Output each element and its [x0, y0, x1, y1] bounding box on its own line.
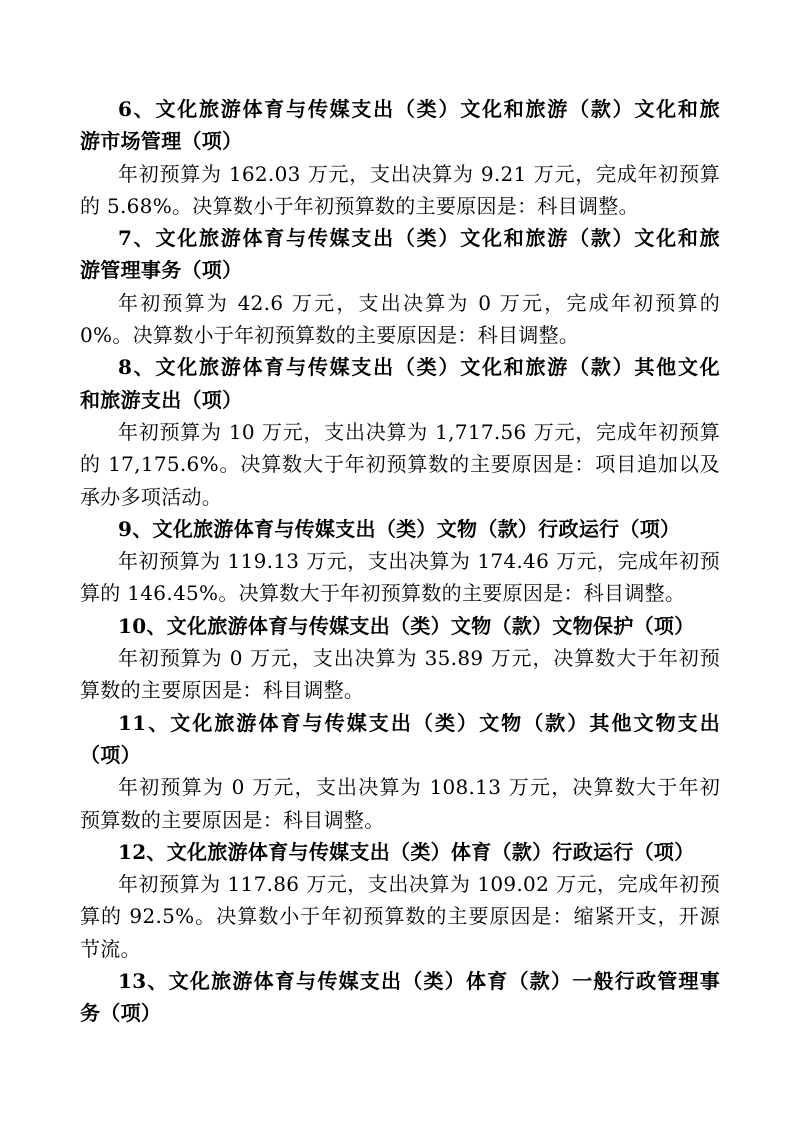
body-paragraph — [80, 416, 720, 513]
paragraph-line: 预算数的主要原因是：科目调整。 — [80, 807, 385, 832]
heading-line: （项） — [80, 742, 141, 767]
body-paragraph — [80, 545, 720, 610]
heading-line: 12、文化旅游体育与传媒支出（类）体育（款）行政运行（项） — [118, 839, 695, 864]
paragraph-line: 算的 92.5%。决算数小于年初预算数的主要原因是：缩紧开支，开源 — [80, 904, 720, 929]
paragraph-line: 算数的主要原因是：科目调整。 — [80, 678, 365, 703]
heading-line: 13、文化旅游体育与传媒支出（类）体育（款）一般行政管理事 — [118, 969, 720, 994]
paragraph-line: 的 5.68%。决算数小于年初预算数的主要原因是：科目调整。 — [80, 193, 639, 218]
heading-line: 8、文化旅游体育与传媒支出（类）文化和旅游（款）其他文化 — [118, 355, 720, 380]
section-heading — [80, 513, 720, 545]
paragraph-line: 的 17,175.6%。决算数大于年初预算数的主要原因是：项目追加以及 — [80, 452, 720, 477]
heading-line: 7、文化旅游体育与传媒支出（类）文化和旅游（款）文化和旅 — [118, 226, 720, 251]
heading-line: 11、文化旅游体育与传媒支出（类）文物（款）其他文物支出 — [118, 710, 720, 735]
heading-line: 6、文化旅游体育与传媒支出（类）文化和旅游（款）文化和旅 — [118, 97, 720, 121]
heading-line: 和旅游支出（项） — [80, 387, 243, 412]
paragraph-line: 年初预算为 119.13 万元，支出决算为 174.46 万元，完成年初预 — [118, 549, 720, 574]
section-heading — [80, 222, 720, 287]
paragraph-line: 算的 146.45%。决算数大于年初预算数的主要原因是：科目调整。 — [80, 581, 686, 606]
section-heading — [80, 836, 720, 868]
paragraph-line: 年初预算为 117.86 万元，支出决算为 109.02 万元，完成年初预 — [118, 872, 720, 897]
section-heading — [80, 93, 720, 158]
paragraph-line: 年初预算为 162.03 万元，支出决算为 9.21 万元，完成年初预算 — [118, 161, 720, 186]
document-page — [80, 93, 720, 1030]
heading-line: 游管理事务（项） — [80, 258, 243, 283]
heading-line: 务（项） — [80, 1001, 162, 1026]
paragraph-line: 0%。决算数小于年初预算数的主要原因是：科目调整。 — [80, 323, 580, 348]
heading-line: 9、文化旅游体育与传媒支出（类）文物（款）行政运行（项） — [118, 516, 681, 541]
body-paragraph — [80, 868, 720, 965]
paragraph-line: 承办多项活动。 — [80, 484, 223, 509]
paragraph-line: 节流。 — [80, 936, 141, 961]
body-paragraph — [80, 287, 720, 352]
body-paragraph — [80, 642, 720, 707]
body-paragraph — [80, 158, 720, 223]
section-heading — [80, 610, 720, 642]
body-paragraph — [80, 771, 720, 836]
heading-line: 10、文化旅游体育与传媒支出（类）文物（款）文物保护（项） — [118, 613, 695, 638]
paragraph-line: 年初预算为 10 万元，支出决算为 1,717.56 万元，完成年初预算 — [118, 419, 720, 444]
section-heading — [80, 965, 720, 1030]
paragraph-line: 年初预算为 42.6 万元，支出决算为 0 万元，完成年初预算的 — [118, 290, 720, 315]
paragraph-line: 年初预算为 0 万元，支出决算为 108.13 万元，决算数大于年初 — [118, 775, 720, 800]
section-heading — [80, 707, 720, 772]
heading-line: 游市场管理（项） — [80, 129, 243, 154]
section-heading — [80, 351, 720, 416]
paragraph-line: 年初预算为 0 万元，支出决算为 35.89 万元，决算数大于年初预 — [118, 646, 720, 671]
